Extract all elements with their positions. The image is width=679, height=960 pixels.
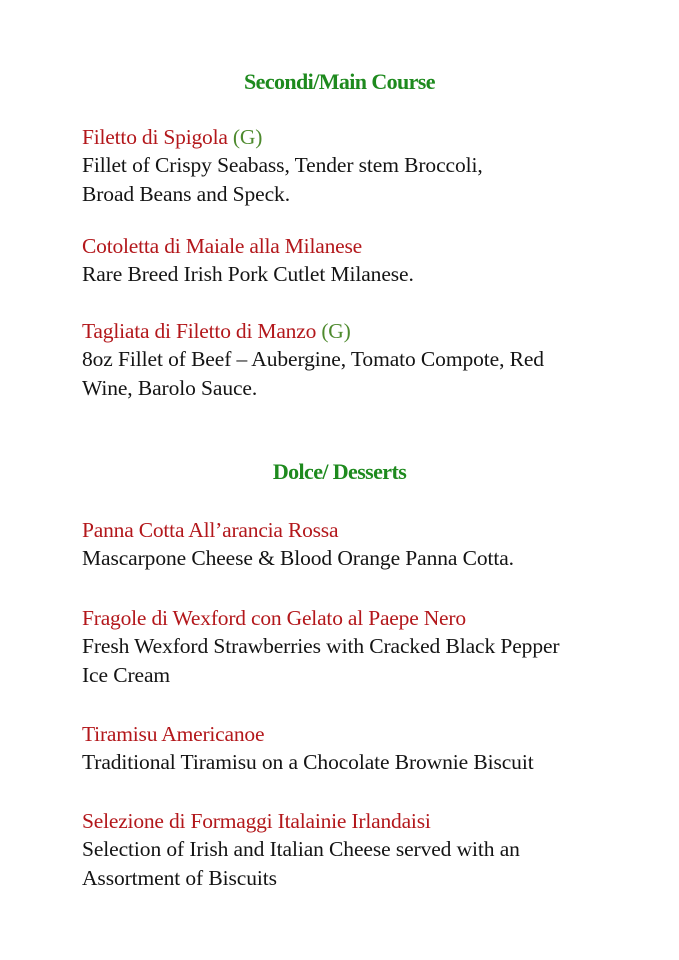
desserts-heading: Dolce/ Desserts [272,459,407,484]
item-name-row [82,720,662,748]
item-name: Cotoletta di Maiale alla Milanese [82,234,362,258]
item-description-line: Traditional Tiramisu on a Chocolate Brownie Biscuit [82,750,534,774]
menu-item-fragole-di-wexford [82,604,662,689]
menu-item-selezione-di-formaggi [82,807,662,892]
item-description-line: 8oz Fillet of Beef – Aubergine, Tomato Compote, Red [82,347,544,371]
item-name: Tagliata di Filetto di Manzo [82,319,317,343]
gluten-free-tag: (G) [232,125,263,149]
menu-item-filetto-di-spigola [82,123,662,208]
menu-item-tagliata-di-filetto [82,317,662,402]
item-name-row [82,807,662,835]
item-description-line: Mascarpone Cheese & Blood Orange Panna Cotta. [82,546,514,570]
item-name: Panna Cotta All’arancia Rossa [82,518,339,542]
item-description-line: Assortment of Biscuits [82,865,277,890]
item-description-line: Fillet of Crispy Seabass, Tender stem Broccoli, [82,153,483,177]
gluten-free-tag: (G) [321,319,351,343]
item-description-line: Ice Cream [82,662,171,687]
item-name-row [82,317,662,345]
menu-item-cotoletta-di-maiale [82,232,662,289]
main-course-heading: Secondi/Main Course [244,69,435,94]
item-name: Selezione di Formaggi Italainie Irlandaisi [82,809,431,833]
item-name: Fragole di Wexford con Gelato al Paepe Nero [82,606,466,630]
item-description-line: Wine, Barolo Sauce. [82,375,258,400]
item-description-line: Rare Breed Irish Pork Cutlet Milanese. [82,262,414,286]
item-name: Tiramisu Americanoe [82,722,265,746]
item-name-row [82,604,662,632]
item-name-row [82,123,662,151]
menu-item-tiramisu [82,720,662,777]
item-description-line: Fresh Wexford Strawberries with Cracked Black Pepper [82,634,560,658]
item-description-line: Selection of Irish and Italian Cheese served with an [82,837,520,861]
item-name-row [82,516,662,544]
item-description-line: Broad Beans and Speck. [82,181,290,206]
item-name: Filetto di Spigola [82,125,228,149]
item-name-row [82,232,662,260]
menu-item-panna-cotta [82,516,662,573]
